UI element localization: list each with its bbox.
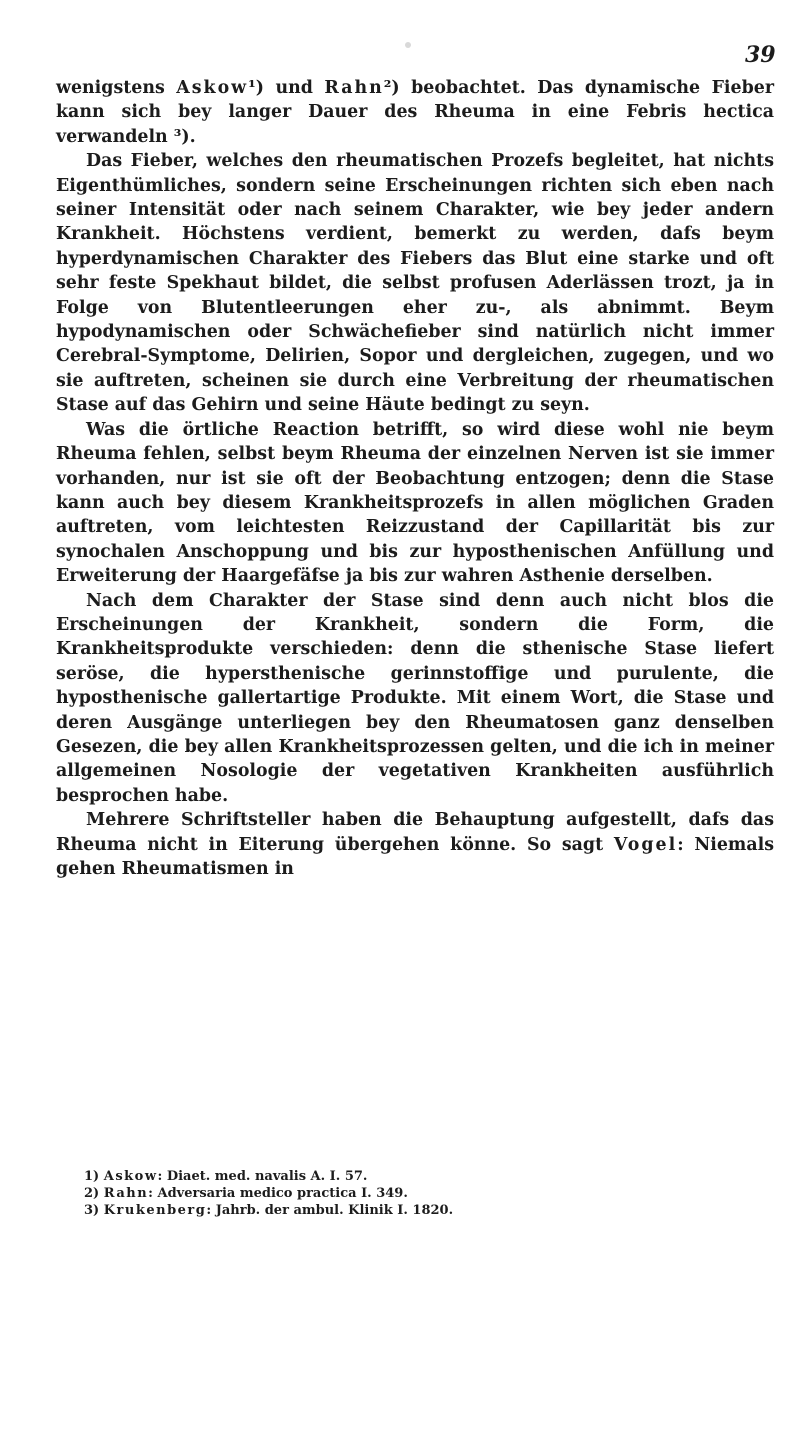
text-run: : Niemals gehen Rheumatismen in [56, 834, 775, 879]
paragraph-3 [56, 418, 774, 589]
text-run: ¹) und [248, 78, 325, 98]
footnote-author: Askow [103, 1169, 158, 1184]
text-run: wenigstens [56, 78, 177, 98]
body-text [56, 76, 774, 881]
author-name: Rahn [324, 78, 384, 98]
text-run: Mehrere Schriftsteller haben die Behauptung aufgestellt, dafs das Rheuma nicht in Eiterung übergehen könne. So sagt [56, 810, 774, 855]
paper-speck [405, 42, 411, 48]
footnote-author: Rahn [103, 1186, 149, 1201]
author-name: Vogel [613, 834, 678, 855]
paragraph-2 [56, 149, 774, 417]
paragraph-1 [56, 76, 774, 149]
footnote-author: Krukenberg [103, 1203, 207, 1218]
footnote-2 [84, 1185, 744, 1202]
text-run: Was die örtliche Reaction betrifft, so wird diese wohl nie beym Rheuma fehlen, selbst beym Rheuma der einzelnen Nerven ist sie immer vorhanden, nur ist sie oft der Beobachtung entzogen; denn die Stase kann auch bey diesem Krankheitsprozefs in allen möglichen Graden auftreten, vom leichtesten Reizzustand der Capillarität bis zur synochalen Anschoppung und bis zur hyposthenischen Anfüllung und Erweiterung der Haargefäfse ja bis zur wahren Asthenie derselben. [56, 419, 774, 587]
paragraph-4 [56, 589, 774, 809]
footnote-number: 1) [84, 1169, 100, 1184]
text-run: Das Fieber, welches den rheumatischen Prozefs begleitet, hat nichts Eigenthümliches, sondern seine Erscheinungen richten sich eben nach seiner Intensität oder nach seinem Charakter, wie bey jeder andern Krankheit. Höchstens verdient, bemerkt zu werden, dafs beym hyperdynamischen Charakter des Fiebers das Blut eine starke und oft sehr feste Spekhaut bildet, die selbst profusen Aderlässen trozt, ja in Folge von Blutentleerungen eher zu-, als abnimmt. Beym hypodynamischen oder Schwächefieber sind natürlich nicht immer Cerebral-Symptome, Delirien, Sopor und dergleichen, zugegen, und wo sie auftreten, scheinen sie durch eine Verbreitung der rheumatischen Stase auf das Gehirn und seine Häute bedingt zu seyn. [56, 151, 774, 416]
footnote-3 [84, 1202, 744, 1219]
footnote-text: : Jahrb. der ambul. Klinik I. 1820. [206, 1203, 454, 1218]
page-number: 39 [745, 42, 776, 68]
footnote-text: : Diaet. med. navalis A. I. 57. [157, 1169, 368, 1184]
text-run: Nach dem Charakter der Stase sind denn auch nicht blos die Erscheinungen der Krankheit, sondern die Form, die Krankheitsprodukte verschieden: denn die sthenische Stase liefert seröse, die hypersthenische gerinnstoffige und purulente, die hyposthenische gallertartige Produkte. Mit einem Wort, die Stase und deren Ausgänge unterliegen bey den Rheumatosen ganz denselben Gesezen, die bey allen Krankheitsprozessen gelten, und die ich in meiner allgemeinen Nosologie der vegetativen Krankheiten ausführlich besprochen habe. [56, 590, 774, 806]
author-name: Askow [176, 78, 249, 98]
footnote-number: 2) [84, 1186, 100, 1201]
footnotes [84, 1168, 744, 1219]
text-run: ²) beobachtet. Das dynamische Fieber kann sich bey langer Dauer des Rheuma in eine Febris hectica verwandeln ³). [56, 78, 774, 147]
footnote-number: 3) [84, 1203, 100, 1218]
paragraph-5 [56, 808, 774, 881]
footnote-text: : Adversaria medico practica I. 349. [148, 1186, 408, 1201]
footnote-1 [84, 1168, 744, 1185]
